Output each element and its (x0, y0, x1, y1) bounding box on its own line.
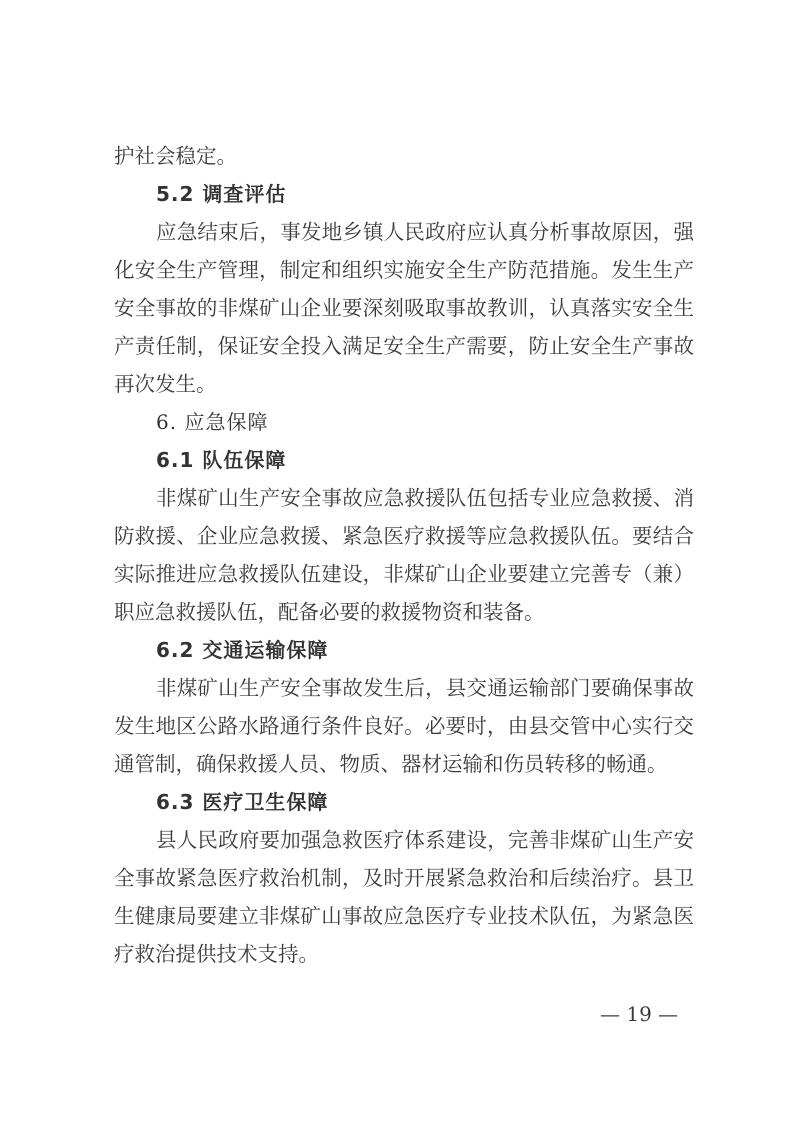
section-heading-6: 6. 应急保障 (156, 410, 269, 434)
page-number: — 19 — (600, 1002, 679, 1026)
paragraph-line: 县人民政府要加强急救医疗体系建设，完善非煤矿山生产安 (156, 828, 694, 852)
section-heading-6-2: 6.2 交通运输保障 (156, 638, 329, 662)
section-heading-5-2: 5.2 调查评估 (156, 182, 287, 206)
paragraph-line: 防救援、企业应急救援、紧急医疗救援等应急救援队伍。要结合 (114, 524, 694, 548)
section-heading-6-1: 6.1 队伍保障 (156, 448, 287, 472)
paragraph-line: 发生地区公路水路通行条件良好。必要时，由县交管中心实行交 (114, 714, 694, 738)
paragraph-line: 实际推进应急救援队伍建设，非煤矿山企业要建立完善专（兼） (114, 562, 694, 586)
paragraph-line: 再次发生。 (114, 372, 217, 396)
paragraph-line: 产责任制，保证安全投入满足安全生产需要，防止安全生产事故 (114, 334, 694, 358)
paragraph-line: 护社会稳定。 (114, 144, 237, 168)
paragraph-line: 非煤矿山生产安全事故发生后，县交通运输部门要确保事故 (156, 676, 694, 700)
paragraph-line: 疗救治提供技术支持。 (114, 942, 319, 966)
paragraph-line: 通管制，确保救援人员、物质、器材运输和伤员转移的畅通。 (114, 752, 668, 776)
paragraph-line: 职应急救援队伍，配备必要的救援物资和装备。 (114, 600, 545, 624)
paragraph-line: 化安全生产管理，制定和组织实施安全生产防范措施。发生生产 (114, 258, 694, 282)
paragraph-line: 生健康局要建立非煤矿山事故应急医疗专业技术队伍，为紧急医 (114, 904, 694, 928)
paragraph-line: 全事故紧急医疗救治机制，及时开展紧急救治和后续治疗。县卫 (114, 866, 694, 890)
paragraph-line: 安全事故的非煤矿山企业要深刻吸取事故教训，认真落实安全生 (114, 296, 694, 320)
section-heading-6-3: 6.3 医疗卫生保障 (156, 790, 329, 814)
paragraph-line: 非煤矿山生产安全事故应急救援队伍包括专业应急救援、消 (156, 486, 694, 510)
paragraph-line: 应急结束后，事发地乡镇人民政府应认真分析事故原因，强 (156, 220, 694, 244)
